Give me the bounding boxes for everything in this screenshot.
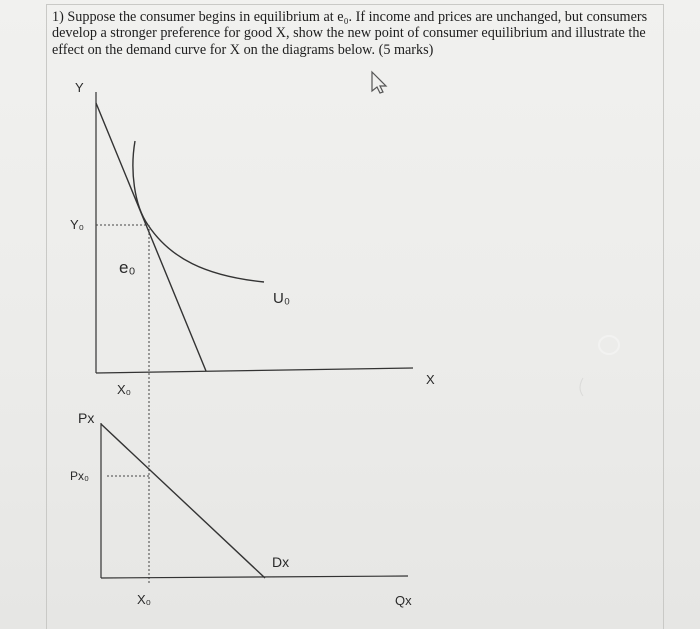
top-x0-label: X₀ <box>117 382 132 397</box>
background-smudges <box>580 336 619 396</box>
question-text: 1) Suppose the consumer begins in equilibrium at e₀. If income and prices are unchanged, but consumers develop a stronger preference for good X, show the new point of consumer equilibrium and illustrate the effect on the demand curve for X on the diagrams below. (5 marks) <box>52 9 648 58</box>
indifference-curve-u0 <box>133 141 264 282</box>
mouse-cursor-icon <box>372 72 386 93</box>
demand-curve-dx <box>101 424 265 578</box>
px0-label: Px₀ <box>70 469 89 483</box>
bottom-diagram <box>70 410 412 608</box>
dx-label: Dx <box>272 554 290 570</box>
top-x-axis-label: X <box>426 372 435 387</box>
top-diagram <box>70 80 435 584</box>
budget-line <box>96 103 206 371</box>
bottom-x0-label: X₀ <box>137 592 152 607</box>
bottom-y-axis-label: Px <box>78 410 95 426</box>
bottom-x-axis-label: Qx <box>395 593 412 608</box>
top-x-axis <box>96 368 413 373</box>
y0-label: Y₀ <box>70 217 85 232</box>
bottom-x-axis <box>101 576 408 578</box>
u0-label: U₀ <box>273 290 291 307</box>
e0-label: e₀ <box>119 258 136 277</box>
top-y-axis-label: Y <box>75 80 84 95</box>
